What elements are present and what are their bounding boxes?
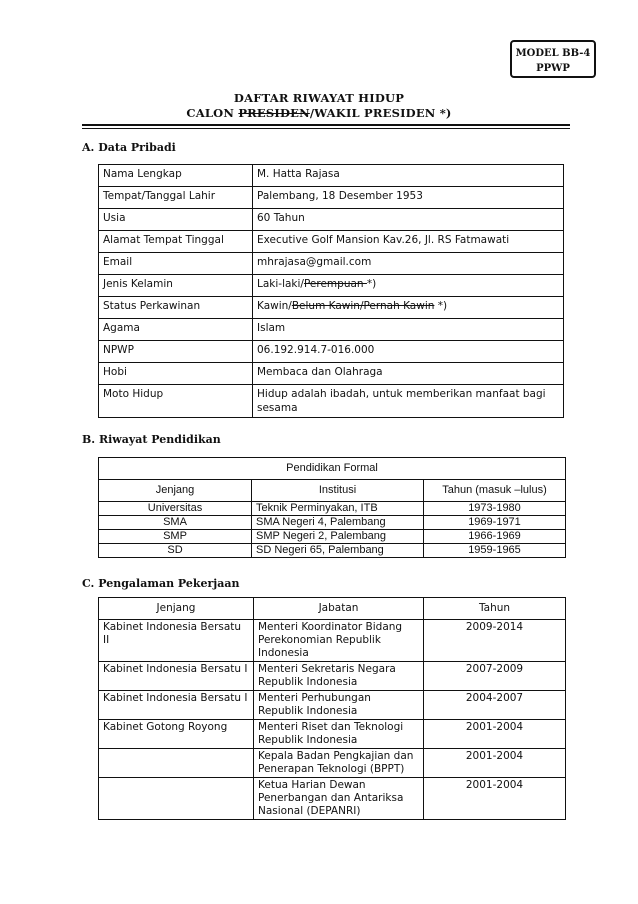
education-column-header-row	[99, 480, 566, 502]
table-row	[99, 662, 566, 691]
work-column-header-row	[99, 598, 566, 620]
table-cell: 1969-1971	[424, 516, 566, 530]
table-cell: SMP	[99, 530, 252, 544]
table-cell: 1959-1965	[424, 544, 566, 558]
table-row	[99, 275, 564, 297]
column-header: Tahun	[424, 598, 566, 620]
field-label: Hobi	[99, 363, 253, 385]
table-cell: 2009-2014	[424, 620, 566, 662]
field-value-text: Laki-laki/	[257, 278, 304, 290]
table-cell	[99, 778, 254, 820]
field-value	[253, 187, 564, 209]
title-rule-thick	[82, 124, 570, 126]
education-group-header: Pendidikan Formal	[99, 458, 566, 480]
table-cell: Kabinet Indonesia Bersatu I	[99, 691, 254, 720]
education-table	[98, 457, 566, 558]
table-row	[99, 165, 564, 187]
table-row	[99, 530, 566, 544]
table-cell: 2004-2007	[424, 691, 566, 720]
table-cell: Menteri Sekretaris Negara Republik Indonesia	[254, 662, 424, 691]
field-value	[253, 297, 564, 319]
table-row	[99, 544, 566, 558]
table-cell: 2007-2009	[424, 662, 566, 691]
field-label: Alamat Tempat Tinggal	[99, 231, 253, 253]
table-cell: 2001-2004	[424, 778, 566, 820]
document-subtitle	[0, 106, 638, 120]
table-row	[99, 253, 564, 275]
table-row	[99, 297, 564, 319]
field-value	[253, 165, 564, 187]
column-header: Tahun (masuk –lulus)	[424, 480, 566, 502]
field-value-text: Palembang, 18 Desember 1953	[257, 190, 423, 202]
table-cell: SMA	[99, 516, 252, 530]
table-cell: Kabinet Indonesia Bersatu I	[99, 662, 254, 691]
table-row	[99, 319, 564, 341]
field-label: NPWP	[99, 341, 253, 363]
document-title: DAFTAR RIWAYAT HIDUP	[233, 91, 405, 105]
table-cell: SMA Negeri 4, Palembang	[252, 516, 424, 530]
field-label: Usia	[99, 209, 253, 231]
table-row	[99, 341, 564, 363]
model-badge-line1: MODEL BB-4	[515, 48, 591, 59]
field-label: Status Perkawinan	[99, 297, 253, 319]
table-row	[99, 502, 566, 516]
table-row	[99, 778, 566, 820]
column-header: Jenjang	[99, 598, 254, 620]
field-value-text: 06.192.914.7-016.000	[257, 344, 375, 356]
field-value	[253, 385, 564, 418]
table-cell: 1973-1980	[424, 502, 566, 516]
field-value	[253, 209, 564, 231]
table-row	[99, 385, 564, 418]
field-value-suffix: *)	[434, 300, 448, 312]
table-row	[99, 231, 564, 253]
table-cell: SMP Negeri 2, Palembang	[252, 530, 424, 544]
subtitle-strikethrough: PRESIDEN	[238, 106, 310, 120]
section-c-heading: C. Pengalaman Pekerjaan	[82, 577, 240, 590]
field-value-text: mhrajasa@gmail.com	[257, 256, 372, 268]
subtitle-prefix: CALON	[186, 106, 239, 120]
field-label: Tempat/Tanggal Lahir	[99, 187, 253, 209]
field-value-strikethrough: Perempuan	[303, 278, 367, 290]
model-badge-line2: PPWP	[536, 63, 570, 74]
table-row	[99, 363, 564, 385]
field-label: Email	[99, 253, 253, 275]
education-group-header-row	[99, 458, 566, 480]
field-label: Nama Lengkap	[99, 165, 253, 187]
table-row	[99, 720, 566, 749]
field-value-text: 60 Tahun	[257, 212, 305, 224]
personal-data-table	[98, 164, 564, 418]
field-label: Jenis Kelamin	[99, 275, 253, 297]
table-row	[99, 209, 564, 231]
table-cell: 2001-2004	[424, 749, 566, 778]
table-cell: Ketua Harian Dewan Penerbangan dan Antariksa Nasional (DEPANRI)	[254, 778, 424, 820]
title-rule-thin	[82, 128, 570, 129]
field-value-text: Islam	[257, 322, 286, 334]
field-value-text: Membaca dan Olahraga	[257, 366, 383, 378]
table-cell: Menteri Riset dan Teknologi Republik Indonesia	[254, 720, 424, 749]
field-value-suffix: *)	[366, 278, 377, 290]
field-value-strikethrough: Belum Kawin/Pernah Kawin	[291, 300, 435, 312]
table-cell: Kepala Badan Pengkajian dan Penerapan Teknologi (BPPT)	[254, 749, 424, 778]
table-cell: SD	[99, 544, 252, 558]
field-value	[253, 231, 564, 253]
field-value	[253, 363, 564, 385]
table-cell: Kabinet Gotong Royong	[99, 720, 254, 749]
field-label: Moto Hidup	[99, 385, 253, 418]
field-value-text: Kawin/	[257, 300, 292, 312]
table-row	[99, 516, 566, 530]
field-value-text: M. Hatta Rajasa	[257, 168, 340, 180]
model-badge	[510, 40, 596, 78]
column-header: Institusi	[252, 480, 424, 502]
table-cell: Universitas	[99, 502, 252, 516]
section-b-heading: B. Riwayat Pendidikan	[82, 433, 221, 446]
table-row	[99, 691, 566, 720]
field-value	[253, 319, 564, 341]
field-value	[253, 341, 564, 363]
table-cell: Menteri Koordinator Bidang Perekonomian Republik Indonesia	[254, 620, 424, 662]
table-row	[99, 620, 566, 662]
table-cell: 1966-1969	[424, 530, 566, 544]
work-experience-table	[98, 597, 566, 820]
subtitle-suffix: /WAKIL PRESIDEN *)	[309, 106, 452, 120]
table-cell	[99, 749, 254, 778]
field-value	[253, 275, 564, 297]
field-label: Agama	[99, 319, 253, 341]
table-cell: Kabinet Indonesia Bersatu II	[99, 620, 254, 662]
field-value	[253, 253, 564, 275]
field-value-text: Hidup adalah ibadah, untuk memberikan manfaat bagi sesama	[257, 388, 546, 414]
table-row	[99, 187, 564, 209]
table-cell: 2001-2004	[424, 720, 566, 749]
field-value-text: Executive Golf Mansion Kav.26, Jl. RS Fatmawati	[257, 234, 510, 246]
column-header: Jabatan	[254, 598, 424, 620]
table-cell: Menteri Perhubungan Republik Indonesia	[254, 691, 424, 720]
table-cell: SD Negeri 65, Palembang	[252, 544, 424, 558]
column-header: Jenjang	[99, 480, 252, 502]
table-row	[99, 749, 566, 778]
section-a-heading: A. Data Pribadi	[82, 141, 176, 154]
table-cell: Teknik Perminyakan, ITB	[252, 502, 424, 516]
